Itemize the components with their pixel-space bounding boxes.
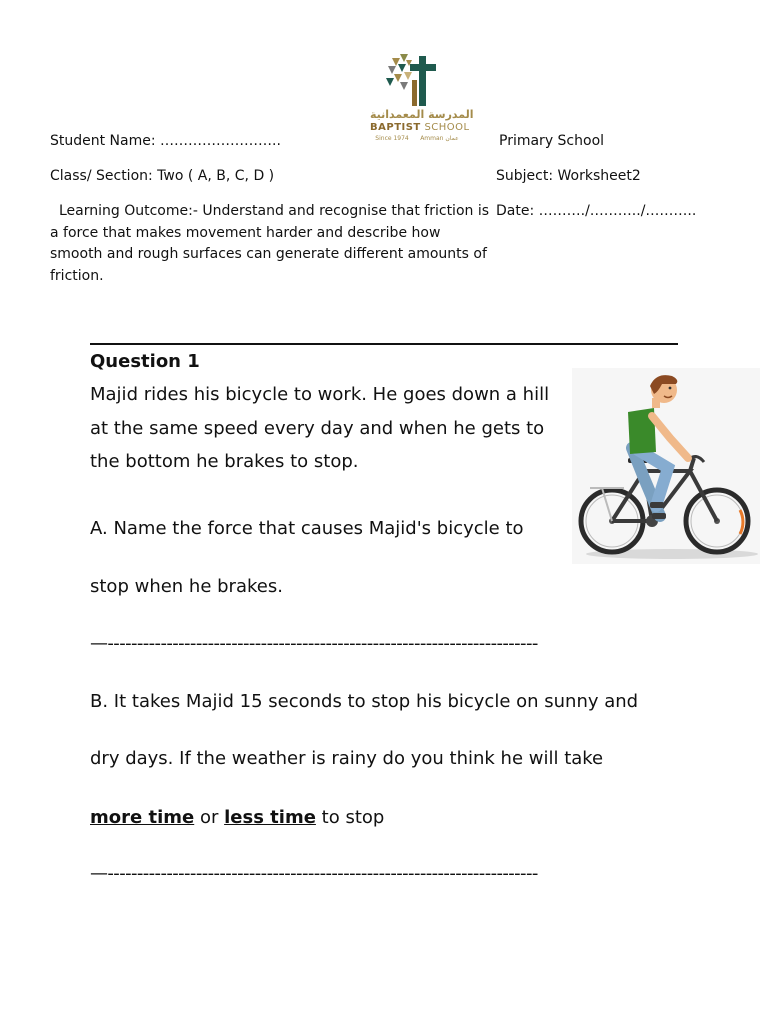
- part-b-ending: to stop: [321, 807, 385, 828]
- part-b-prompt-line2: dry days. If the weather is rainy do you think he will take: [90, 748, 604, 769]
- logo-city: Amman عمان: [420, 135, 459, 142]
- class-section-label: Class/ Section: Two ( A, B, C, D ): [50, 168, 275, 184]
- school-level-label: Primary School: [499, 133, 605, 149]
- part-a-prompt-line1: A. Name the force that causes Majid's bicycle to: [90, 518, 524, 539]
- question-intro: Majid rides his bicycle to work. He goes down a hill at the same speed every day and when he gets to the bottom he brakes to stop.: [90, 384, 550, 472]
- cyclist-illustration: [572, 368, 760, 564]
- logo-since-year: Since 1974: [375, 135, 409, 142]
- part-a-prompt-line2: stop when he brakes.: [90, 576, 283, 597]
- logo-word-baptist: BAPTIST: [370, 122, 421, 133]
- subject-label: Subject: Worksheet2: [496, 168, 641, 184]
- logo-word-school: SCHOOL: [424, 122, 470, 133]
- part-b-options: [90, 807, 384, 828]
- part-a-answer-line[interactable]: —-------------------------------------------------------------------------: [90, 633, 538, 654]
- question-title: Question 1: [90, 351, 200, 372]
- logo-english-name: [370, 122, 470, 133]
- tree-cross-icon: [364, 50, 468, 108]
- logo-since: [370, 135, 464, 142]
- school-logo: [364, 50, 474, 146]
- section-divider: [90, 343, 678, 345]
- option-connector: or: [199, 807, 219, 828]
- part-b-answer-line[interactable]: —-------------------------------------------------------------------------: [90, 863, 538, 884]
- learning-outcome: Learning Outcome:- Understand and recognise that friction is a force that makes movement harder and describe how smooth and rough surfaces can generate different amounts of friction.: [50, 203, 490, 284]
- student-name-field[interactable]: Student Name: ……………………..: [50, 133, 281, 149]
- date-field[interactable]: Date: ………./………../………..: [496, 203, 697, 219]
- part-b-prompt-line1: B. It takes Majid 15 seconds to stop his bicycle on sunny and: [90, 691, 639, 712]
- option-more-time[interactable]: more time: [90, 807, 195, 828]
- logo-arabic-name: المدرسة المعمدانية: [370, 108, 474, 121]
- option-less-time[interactable]: less time: [224, 807, 316, 828]
